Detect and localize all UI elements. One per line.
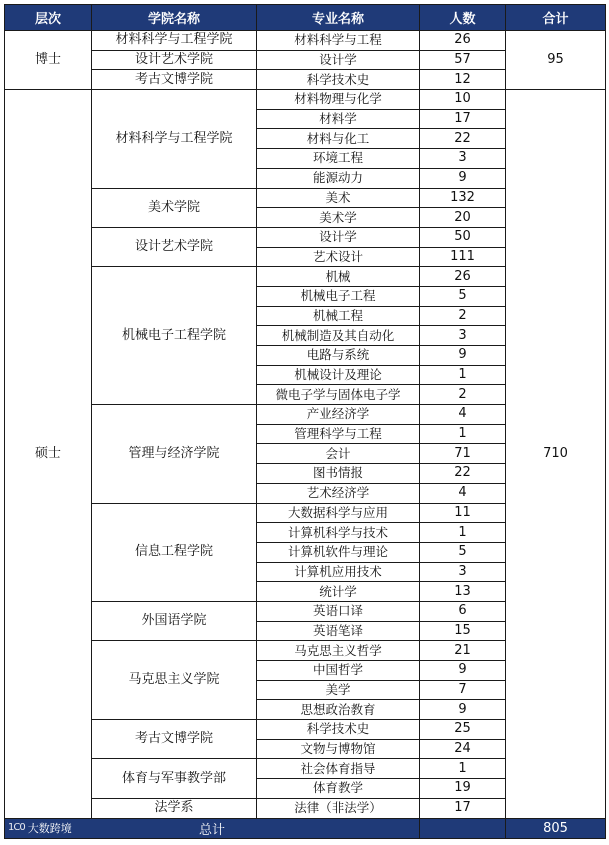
major-cell: 体育教学 <box>257 779 420 799</box>
count-cell: 20 <box>420 208 506 228</box>
count-cell: 1 <box>420 523 506 543</box>
count-cell: 17 <box>420 109 506 129</box>
major-cell: 产业经济学 <box>257 405 420 425</box>
major-cell: 美术学 <box>257 208 420 228</box>
count-cell: 5 <box>420 542 506 562</box>
count-cell: 9 <box>420 661 506 681</box>
college-cell: 马克思主义学院 <box>92 641 257 720</box>
major-cell: 机械工程 <box>257 306 420 326</box>
major-cell: 法律（非法学） <box>257 798 420 818</box>
count-cell: 10 <box>420 90 506 110</box>
count-cell: 21 <box>420 641 506 661</box>
major-cell: 设计学 <box>257 227 420 247</box>
count-cell: 19 <box>420 779 506 799</box>
count-cell: 50 <box>420 227 506 247</box>
count-cell: 3 <box>420 326 506 346</box>
enrollment-table <box>4 4 606 839</box>
major-cell: 计算机软件与理论 <box>257 542 420 562</box>
count-cell: 24 <box>420 739 506 759</box>
count-cell: 3 <box>420 149 506 169</box>
major-cell: 艺术经济学 <box>257 483 420 503</box>
subtotal-cell: 95 <box>506 31 606 90</box>
college-cell: 美术学院 <box>92 188 257 227</box>
count-cell: 1 <box>420 424 506 444</box>
college-cell: 考古文博学院 <box>92 720 257 759</box>
subtotal-cell: 710 <box>506 90 606 818</box>
college-cell: 设计艺术学院 <box>92 50 257 70</box>
major-cell: 大数据科学与应用 <box>257 503 420 523</box>
count-cell: 6 <box>420 601 506 621</box>
count-cell: 26 <box>420 31 506 51</box>
major-cell: 美学 <box>257 680 420 700</box>
major-cell: 文物与博物馆 <box>257 739 420 759</box>
header-college: 学院名称 <box>92 5 257 31</box>
major-cell: 机械设计及理论 <box>257 365 420 385</box>
college-cell: 考古文博学院 <box>92 70 257 90</box>
brand-logo <box>8 820 72 836</box>
count-cell: 4 <box>420 405 506 425</box>
major-cell: 英语笔译 <box>257 621 420 641</box>
count-cell: 11 <box>420 503 506 523</box>
count-cell: 13 <box>420 582 506 602</box>
table-header <box>5 5 606 31</box>
count-cell: 132 <box>420 188 506 208</box>
major-cell: 管理科学与工程 <box>257 424 420 444</box>
grand-total: 805 <box>506 818 606 838</box>
count-cell: 22 <box>420 129 506 149</box>
count-cell: 4 <box>420 483 506 503</box>
count-cell: 17 <box>420 798 506 818</box>
major-cell: 机械制造及其自动化 <box>257 326 420 346</box>
major-cell: 设计学 <box>257 50 420 70</box>
header-major: 专业名称 <box>257 5 420 31</box>
count-cell: 71 <box>420 444 506 464</box>
level-cell: 硕士 <box>5 90 92 818</box>
count-cell: 1 <box>420 759 506 779</box>
major-cell: 能源动力 <box>257 168 420 188</box>
major-cell: 思想政治教育 <box>257 700 420 720</box>
major-cell: 计算机科学与技术 <box>257 523 420 543</box>
college-cell: 体育与军事教学部 <box>92 759 257 798</box>
count-cell: 22 <box>420 464 506 484</box>
count-cell: 9 <box>420 346 506 366</box>
table-row <box>5 90 606 110</box>
major-cell: 材料与化工 <box>257 129 420 149</box>
major-cell: 计算机应用技术 <box>257 562 420 582</box>
count-cell: 1 <box>420 365 506 385</box>
count-cell: 9 <box>420 168 506 188</box>
count-cell: 2 <box>420 306 506 326</box>
major-cell: 微电子学与固体电子学 <box>257 385 420 405</box>
major-cell: 社会体育指导 <box>257 759 420 779</box>
count-cell: 111 <box>420 247 506 267</box>
major-cell: 机械 <box>257 267 420 287</box>
major-cell: 环境工程 <box>257 149 420 169</box>
major-cell: 机械电子工程 <box>257 286 420 306</box>
major-cell: 统计学 <box>257 582 420 602</box>
major-cell: 马克思主义哲学 <box>257 641 420 661</box>
major-cell: 材料科学与工程 <box>257 31 420 51</box>
logo-text: 大数跨境 <box>27 821 72 835</box>
major-cell: 会计 <box>257 444 420 464</box>
count-cell: 26 <box>420 267 506 287</box>
footer-label-cell <box>5 818 420 838</box>
count-cell: 5 <box>420 286 506 306</box>
logo-mark: 1C0 <box>8 822 25 833</box>
major-cell: 材料物理与化学 <box>257 90 420 110</box>
major-cell: 图书情报 <box>257 464 420 484</box>
college-cell: 法学系 <box>92 798 257 818</box>
college-cell: 管理与经济学院 <box>92 405 257 503</box>
level-cell: 博士 <box>5 31 92 90</box>
count-cell: 15 <box>420 621 506 641</box>
count-cell: 57 <box>420 50 506 70</box>
header-count: 人数 <box>420 5 506 31</box>
college-cell: 材料科学与工程学院 <box>92 31 257 51</box>
major-cell: 英语口译 <box>257 601 420 621</box>
count-cell: 12 <box>420 70 506 90</box>
header-subtotal: 合计 <box>506 5 606 31</box>
major-cell: 美术 <box>257 188 420 208</box>
table-footer <box>5 818 606 838</box>
count-cell: 3 <box>420 562 506 582</box>
college-cell: 机械电子工程学院 <box>92 267 257 405</box>
major-cell: 科学技术史 <box>257 720 420 740</box>
college-cell: 外国语学院 <box>92 601 257 640</box>
table-body <box>5 31 606 819</box>
college-cell: 材料科学与工程学院 <box>92 90 257 188</box>
major-cell: 中国哲学 <box>257 661 420 681</box>
table-row <box>5 31 606 51</box>
footer-empty-cell <box>420 818 506 838</box>
major-cell: 电路与系统 <box>257 346 420 366</box>
count-cell: 9 <box>420 700 506 720</box>
college-cell: 信息工程学院 <box>92 503 257 601</box>
header-level: 层次 <box>5 5 92 31</box>
major-cell: 科学技术史 <box>257 70 420 90</box>
count-cell: 2 <box>420 385 506 405</box>
major-cell: 艺术设计 <box>257 247 420 267</box>
major-cell: 材料学 <box>257 109 420 129</box>
count-cell: 25 <box>420 720 506 740</box>
college-cell: 设计艺术学院 <box>92 227 257 266</box>
count-cell: 7 <box>420 680 506 700</box>
total-label: 总计 <box>198 822 225 838</box>
